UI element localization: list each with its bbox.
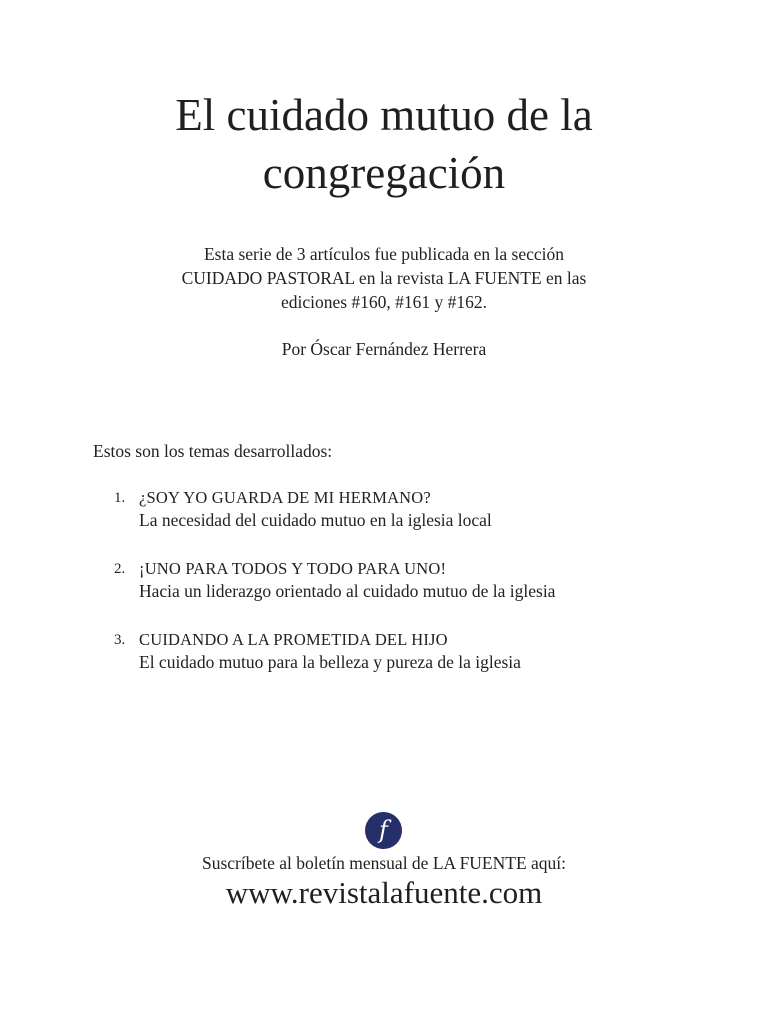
topic-number: 2. [114, 561, 126, 577]
intro-line-1: Esta serie de 3 artículos fue publicada en la sección [203, 244, 565, 264]
intro-paragraph [0, 242, 768, 314]
topic-subtitle: Hacia un liderazgo orientado al cuidado mutuo de la iglesia [139, 581, 556, 601]
la-fuente-logo-icon: f [365, 812, 402, 849]
website-link[interactable]: www.revistalafuente.com [225, 875, 543, 910]
topic-title: ¡UNO PARA TODOS Y TODO PARA UNO! [139, 559, 447, 578]
topic-item [108, 486, 708, 532]
topic-title: ¿SOY YO GUARDA DE MI HERMANO? [139, 488, 431, 507]
topic-number: 3. [114, 632, 126, 648]
topics-list [108, 486, 708, 699]
topic-item [108, 628, 708, 674]
page-title [0, 86, 768, 202]
intro-line-3: ediciones #160, #161 y #162. [280, 292, 488, 312]
topic-title: CUIDANDO A LA PROMETIDA DEL HIJO [139, 630, 448, 649]
topics-heading: Estos son los temas desarrollados: [93, 441, 333, 461]
topic-number: 1. [114, 490, 126, 506]
topic-item [108, 557, 708, 603]
author-byline: Por Óscar Fernández Herrera [281, 339, 487, 359]
intro-line-2: CUIDADO PASTORAL en la revista LA FUENTE en las [181, 268, 587, 288]
topic-subtitle: La necesidad del cuidado mutuo en la iglesia local [139, 510, 492, 530]
title-line-1: El cuidado mutuo de la [175, 90, 593, 140]
topic-subtitle: El cuidado mutuo para la belleza y pureza de la iglesia [139, 652, 521, 672]
subscribe-text: Suscríbete al boletín mensual de LA FUENTE aquí: [201, 853, 567, 873]
title-line-2: congregación [262, 148, 506, 198]
